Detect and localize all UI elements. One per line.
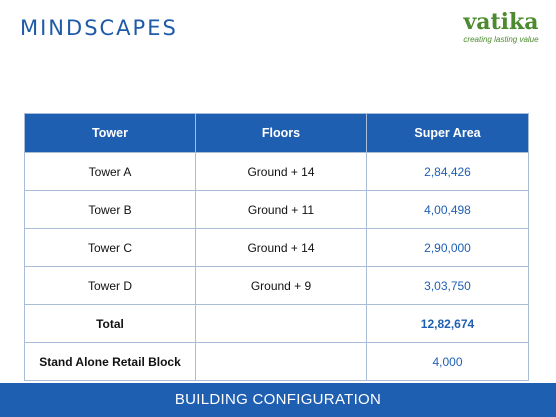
super-area-cell: 3,03,750 <box>367 267 529 305</box>
super-area-cell: 4,000 <box>367 343 529 381</box>
floors-cell <box>196 305 367 343</box>
vatika-logo-tagline: creating lasting value <box>463 35 539 44</box>
super-area-cell: 4,00,498 <box>367 191 529 229</box>
building-configuration-table <box>24 113 529 381</box>
floors-cell: Ground + 14 <box>196 229 367 267</box>
tower-cell: Tower A <box>25 153 196 191</box>
tower-cell: Total <box>25 305 196 343</box>
tower-cell: Tower B <box>25 191 196 229</box>
vatika-logo <box>456 10 546 44</box>
table-row-total <box>25 305 529 343</box>
footer-banner <box>0 383 556 417</box>
table-row <box>25 267 529 305</box>
table-header-row <box>25 114 529 153</box>
floors-cell <box>196 343 367 381</box>
super-area-cell: 2,90,000 <box>367 229 529 267</box>
mindscapes-logo: MINDSCAPES <box>20 16 178 40</box>
floors-cell: Ground + 14 <box>196 153 367 191</box>
table-row-retail <box>25 343 529 381</box>
tower-cell: Tower C <box>25 229 196 267</box>
tower-cell: Tower D <box>25 267 196 305</box>
vatika-logo-brand: vatika <box>463 9 539 35</box>
table-row <box>25 153 529 191</box>
floors-cell: Ground + 9 <box>196 267 367 305</box>
tower-cell: Stand Alone Retail Block <box>25 343 196 381</box>
column-header-super-area: Super Area <box>367 114 529 153</box>
table-row <box>25 191 529 229</box>
table-row <box>25 229 529 267</box>
footer-title: BUILDING CONFIGURATION <box>174 391 382 408</box>
column-header-floors: Floors <box>196 114 367 153</box>
super-area-cell: 2,84,426 <box>367 153 529 191</box>
floors-cell: Ground + 11 <box>196 191 367 229</box>
column-header-tower: Tower <box>25 114 196 153</box>
super-area-cell: 12,82,674 <box>367 305 529 343</box>
